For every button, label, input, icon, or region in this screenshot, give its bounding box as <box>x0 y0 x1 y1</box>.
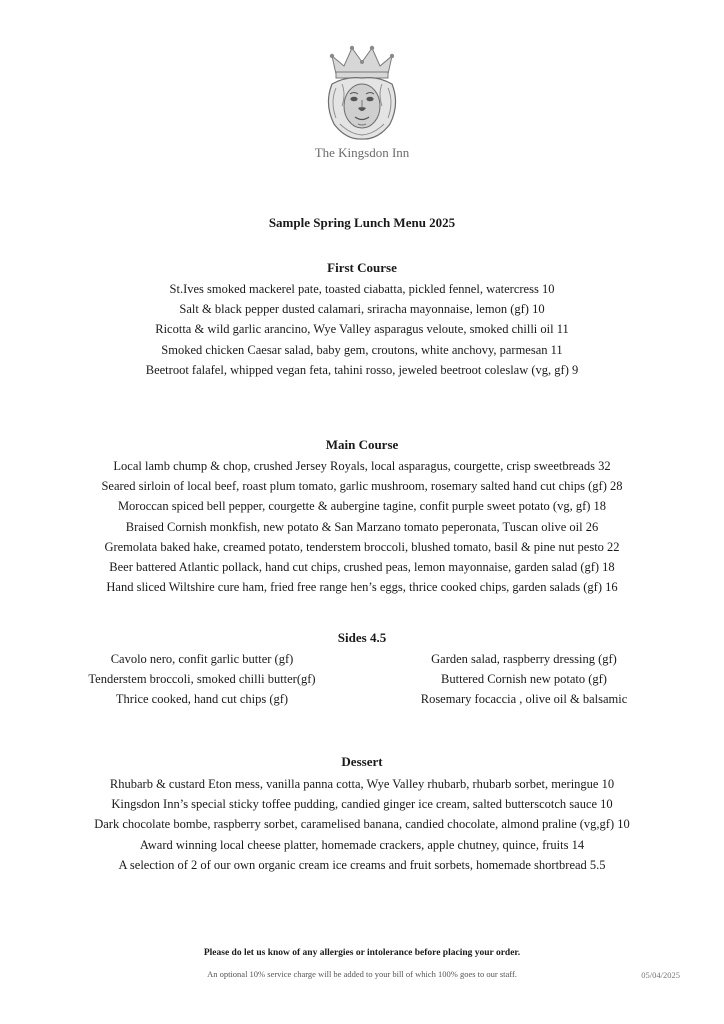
side-item: Cavolo nero, confit garlic butter (gf) <box>110 652 294 666</box>
sides-left-column <box>52 649 352 710</box>
dessert-title: Dessert <box>341 754 383 769</box>
menu-item: Salt & black pepper dusted calamari, sriracha mayonnaise, lemon (gf) 10 <box>179 302 545 317</box>
menu-item: Rhubarb & custard Eton mess, vanilla panna cotta, Wye Valley rhubarb, rhubarb sorbet, meringue 10 <box>109 777 615 791</box>
main-course-title: Main Course <box>325 437 399 452</box>
menu-item: St.Ives smoked mackerel pate, toasted ciabatta, pickled fennel, watercress 10 <box>169 282 555 296</box>
menu-item: Beer battered Atlantic pollack, hand cut chips, crushed peas, lemon mayonnaise, garden salad (gf) 18 <box>109 559 615 574</box>
menu-item: Gremolata baked hake, creamed potato, tenderstem broccoli, blushed tomato, basil & pine nut pesto 22 <box>104 539 620 554</box>
sides-title: Sides 4.5 <box>337 630 387 645</box>
inn-name: The Kingsdon Inn <box>314 145 410 160</box>
menu-item: A selection of 2 of our own organic cream ice creams and fruit sorbets, homemade shortbread 5.5 <box>118 857 606 872</box>
menu-item: Hand sliced Wiltshire cure ham, fried free range hen’s eggs, thrice cooked chips, garden salads (gf) 16 <box>106 580 618 595</box>
menu-item: Braised Cornish monkfish, new potato & San Marzano tomato peperonata, Tuscan olive oil 26 <box>125 519 599 534</box>
menu-date: 05/04/2025 <box>641 970 680 980</box>
sides-right-column <box>374 649 674 710</box>
menu-item: Seared sirloin of local beef, roast plum tomato, garlic mushroom, rosemary salted hand cut chips (gf) 28 <box>101 479 623 494</box>
dessert-list <box>0 774 724 875</box>
side-item: Tenderstem broccoli, smoked chilli butter(gf) <box>88 672 316 687</box>
menu-item: Award winning local cheese platter, homemade crackers, apple chutney, quince, fruits 14 <box>139 837 585 852</box>
menu-item: Dark chocolate bombe, raspberry sorbet, caramelised banana, candied chocolate, almond praline (vg,gf) 10 <box>94 817 630 832</box>
allergy-note: Please do let us know of any allergies or intolerance before placing your order. <box>203 948 521 958</box>
service-charge-note: An optional 10% service charge will be added to your bill of which 100% goes to our staff. <box>207 969 517 979</box>
side-item: Garden salad, raspberry dressing (gf) <box>431 652 617 666</box>
menu-item: Local lamb chump & chop, crushed Jersey Royals, local asparagus, courgette, crisp sweetbreads 32 <box>113 459 611 473</box>
first-course-list <box>0 279 724 380</box>
main-course-list <box>0 456 724 597</box>
side-item: Rosemary focaccia , olive oil & balsamic <box>420 692 628 707</box>
first-course-title: First Course <box>327 260 397 275</box>
menu-item: Kingsdon Inn’s special sticky toffee pudding, candied ginger ice cream, salted butterscotch sauce 10 <box>111 797 613 812</box>
menu-item: Ricotta & wild garlic arancino, Wye Valley asparagus veloute, smoked chilli oil 11 <box>155 322 569 337</box>
side-item: Buttered Cornish new potato (gf) <box>441 672 607 687</box>
menu-item: Smoked chicken Caesar salad, baby gem, croutons, white anchovy, parmesan 11 <box>161 342 563 357</box>
menu-item: Beetroot falafel, whipped vegan feta, tahini rosso, jeweled beetroot coleslaw (vg, gf) 9 <box>145 362 579 377</box>
menu-item: Moroccan spiced bell pepper, courgette & aubergine tagine, confit purple sweet potato (vg, gf) 18 <box>117 499 607 514</box>
menu-title: Sample Spring Lunch Menu 2025 <box>268 215 456 230</box>
crowned-lion-head-icon <box>322 44 402 140</box>
side-item: Thrice cooked, hand cut chips (gf) <box>115 692 289 707</box>
